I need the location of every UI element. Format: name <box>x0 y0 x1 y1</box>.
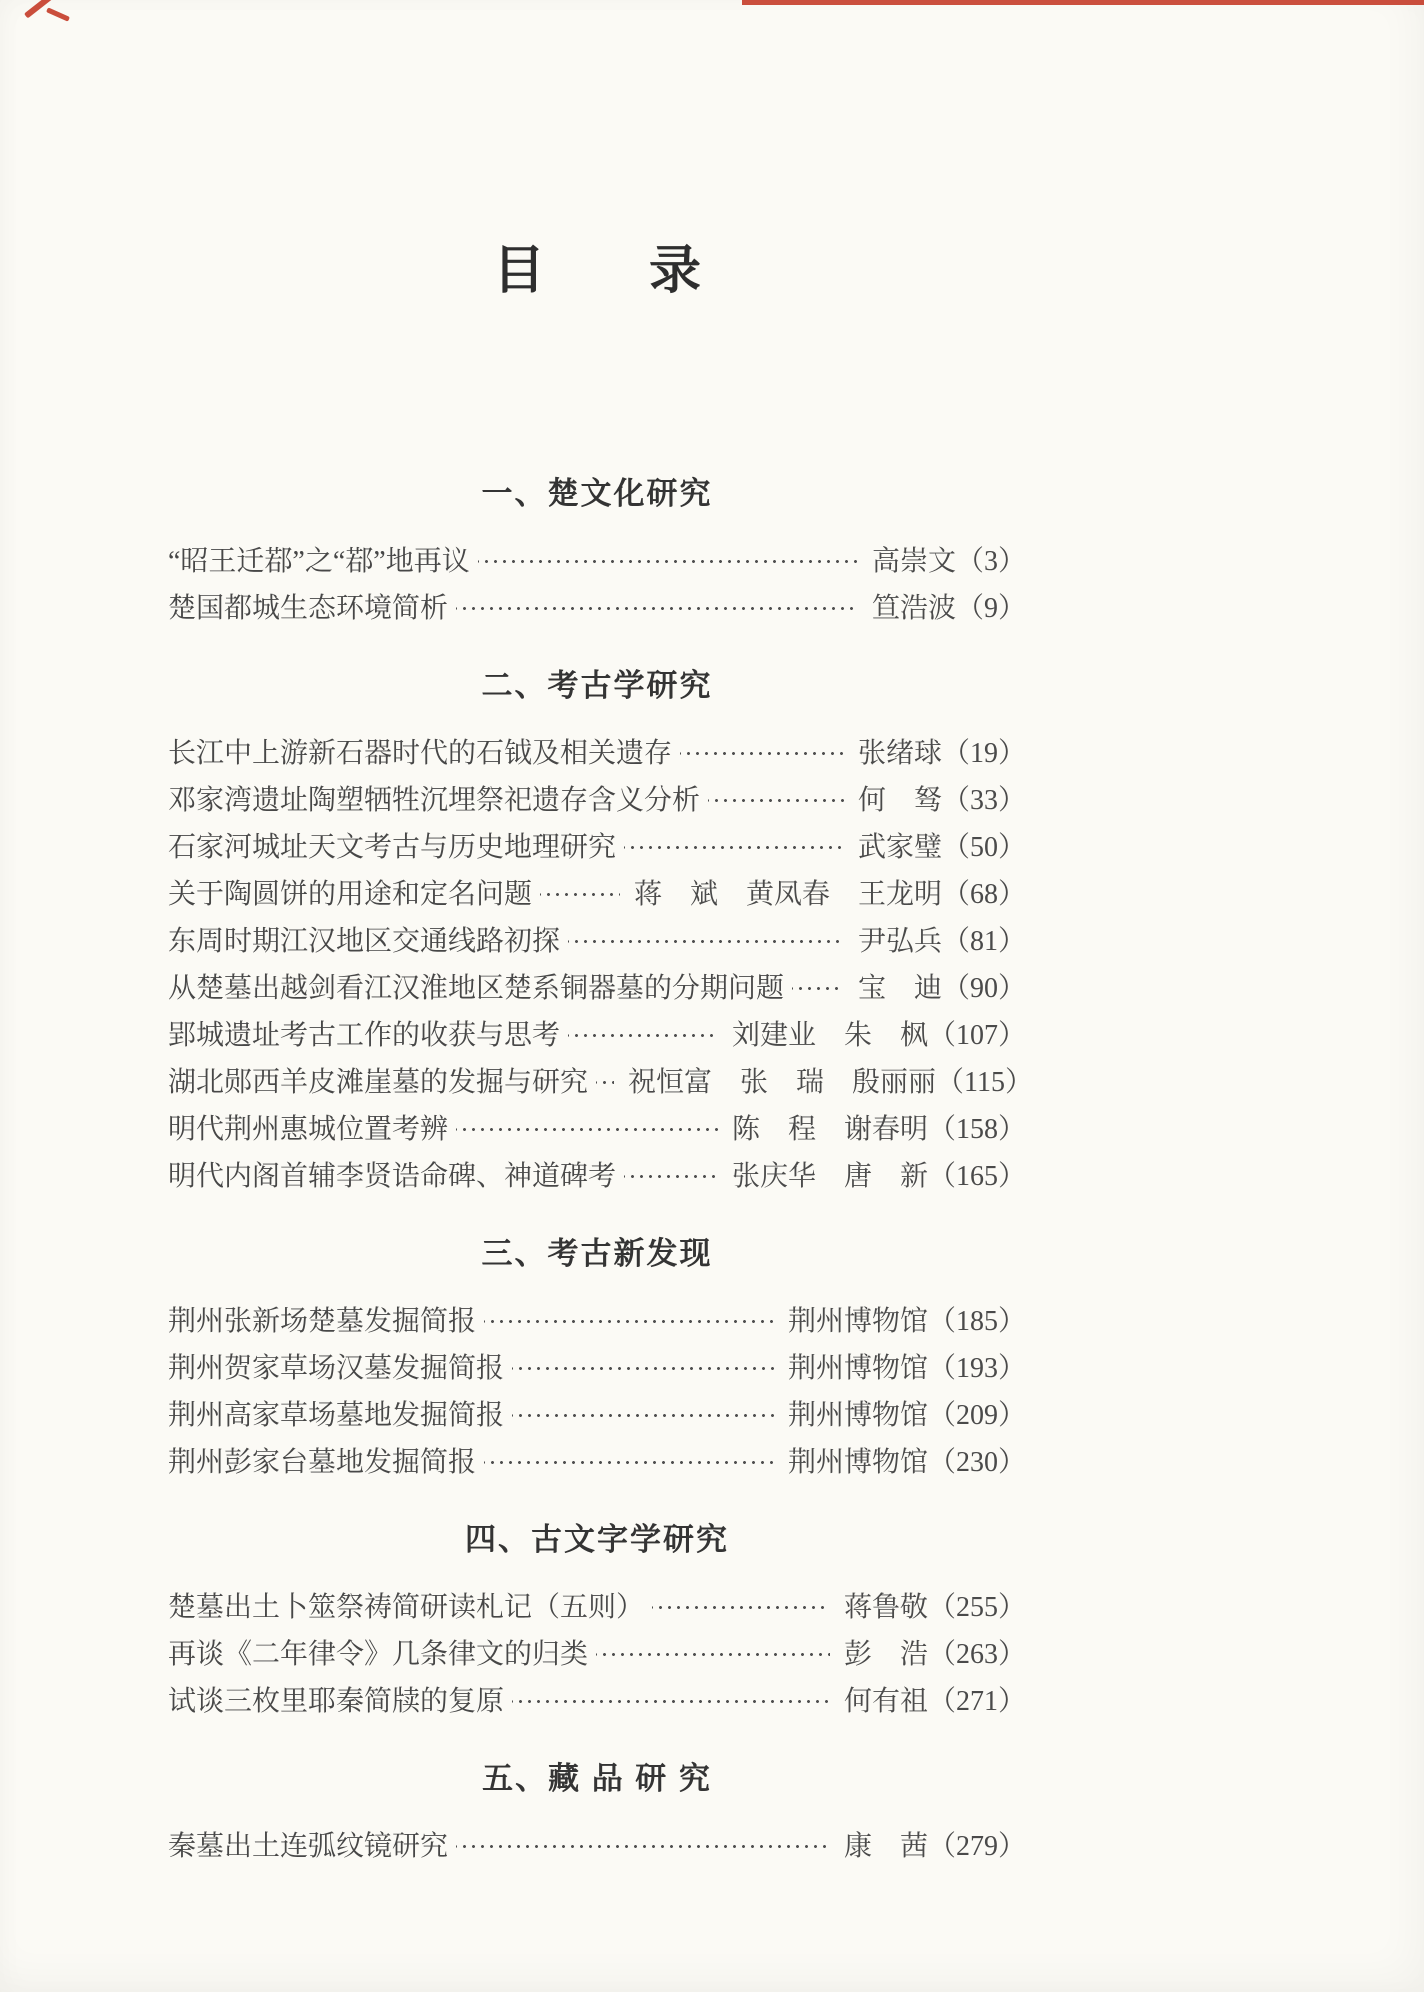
entry-title: “昭王迁鄀”之“鄀”地再议 <box>168 546 470 577</box>
dotted-leader <box>708 777 844 824</box>
entry-authors: 笪浩波 <box>871 593 956 624</box>
entry-authors: 荆州博物馆 <box>787 1447 928 1478</box>
entry-authors: 宝 迪 <box>857 973 942 1004</box>
toc-entry <box>168 824 1026 871</box>
entry-title: 再谈《二年律令》几条律文的归类 <box>168 1639 589 1670</box>
entry-page-number: （50） <box>941 832 1026 863</box>
dotted-leader <box>512 1345 774 1392</box>
entry-page-number: （255） <box>927 1592 1026 1623</box>
section-rows <box>168 730 1033 1200</box>
entry-authors: 张绪球 <box>857 738 942 769</box>
toc-entry <box>168 1823 1026 1870</box>
entry-title: 从楚墓出越剑看江汉淮地区楚系铜器墓的分期问题 <box>168 973 785 1004</box>
dotted-leader <box>568 918 844 965</box>
dotted-leader <box>512 1678 830 1725</box>
dotted-leader <box>540 871 620 918</box>
dotted-leader <box>512 1392 774 1439</box>
entry-authors: 蒋鲁敬 <box>843 1592 928 1623</box>
scan-artifact-corner <box>46 7 70 21</box>
section-rows <box>168 1584 1026 1725</box>
entry-authors: 刘建业 朱 枫 <box>731 1020 928 1051</box>
section-heading: 二、考古学研究 <box>481 668 713 703</box>
entry-authors: 荆州博物馆 <box>787 1353 928 1384</box>
toc-entry <box>168 1106 1026 1153</box>
toc-entry <box>168 1012 1026 1059</box>
entry-page-number: （158） <box>927 1114 1026 1145</box>
entry-page-number: （185） <box>927 1306 1026 1337</box>
entry-title: 楚墓出土卜筮祭祷简研读札记（五则） <box>168 1592 645 1623</box>
entry-title: 秦墓出土连弧纹镜研究 <box>168 1831 449 1862</box>
entry-authors: 陈 程 谢春明 <box>731 1114 928 1145</box>
entry-authors: 彭 浩 <box>843 1639 928 1670</box>
section-rows <box>168 538 1026 632</box>
entry-page-number: （115） <box>936 1067 1033 1098</box>
entry-title: 楚国都城生态环境简析 <box>168 593 449 624</box>
entry-title: 邓家湾遗址陶塑牺牲沉埋祭祀遗存含义分析 <box>168 785 701 816</box>
toc-entry <box>168 1392 1026 1439</box>
entry-title: 郢城遗址考古工作的收获与思考 <box>168 1020 561 1051</box>
dotted-leader <box>596 1631 830 1678</box>
entry-page-number: （230） <box>927 1447 1026 1478</box>
toc-entry <box>168 1439 1026 1486</box>
entry-page-number: （81） <box>941 926 1026 957</box>
toc-entry <box>168 730 1026 777</box>
dotted-leader <box>484 1298 774 1345</box>
entry-page-number: （279） <box>927 1831 1026 1862</box>
dotted-leader <box>456 1106 718 1153</box>
section-rows <box>168 1298 1026 1486</box>
toc-entry <box>168 585 1026 632</box>
entry-page-number: （165） <box>927 1161 1026 1192</box>
toc-entry <box>168 777 1026 824</box>
dotted-leader <box>456 1823 830 1870</box>
entry-page-number: （271） <box>927 1686 1026 1717</box>
toc-entry <box>168 538 1026 585</box>
entry-authors: 高崇文 <box>871 546 956 577</box>
entry-title: 明代荆州惠城位置考辨 <box>168 1114 449 1145</box>
entry-authors: 荆州博物馆 <box>787 1400 928 1431</box>
toc-entry <box>168 1678 1026 1725</box>
section-heading: 五、藏 品 研 究 <box>482 1761 712 1796</box>
toc-section <box>168 1520 1026 1725</box>
toc-entry <box>168 1298 1026 1345</box>
entry-authors: 康 茜 <box>843 1831 928 1862</box>
dotted-leader <box>478 538 858 585</box>
entry-title: 荆州张新场楚墓发掘简报 <box>168 1306 477 1337</box>
entry-authors: 尹弘兵 <box>857 926 942 957</box>
entry-title: 荆州高家草场墓地发掘简报 <box>168 1400 505 1431</box>
toc-entry <box>168 1153 1026 1200</box>
toc-sections <box>168 474 1033 1870</box>
section-rows <box>168 1823 1026 1870</box>
toc-section <box>168 474 1026 632</box>
entry-page-number: （193） <box>927 1353 1026 1384</box>
entry-authors: 张庆华 唐 新 <box>731 1161 928 1192</box>
entry-page-number: （3） <box>955 546 1026 577</box>
toc-section <box>168 666 1033 1200</box>
section-heading: 一、楚文化研究 <box>481 476 713 511</box>
entry-page-number: （9） <box>955 593 1026 624</box>
entry-title: 明代内阁首辅李贤诰命碑、神道碑考 <box>168 1161 617 1192</box>
entry-page-number: （263） <box>927 1639 1026 1670</box>
dotted-leader <box>484 1439 774 1486</box>
dotted-leader <box>568 1012 718 1059</box>
entry-page-number: （90） <box>941 973 1026 1004</box>
entry-page-number: （107） <box>927 1020 1026 1051</box>
entry-title: 关于陶圆饼的用途和定名问题 <box>168 879 533 910</box>
entry-title: 长江中上游新石器时代的石钺及相关遗存 <box>168 738 673 769</box>
entry-title: 荆州彭家台墓地发掘简报 <box>168 1447 477 1478</box>
dotted-leader <box>792 965 844 1012</box>
entry-page-number: （19） <box>941 738 1026 769</box>
toc-entry <box>168 1345 1026 1392</box>
dotted-leader <box>652 1584 830 1631</box>
section-heading: 四、古文字学研究 <box>465 1522 729 1557</box>
entry-authors: 何 驽 <box>857 785 942 816</box>
entry-title: 荆州贺家草场汉墓发掘简报 <box>168 1353 505 1384</box>
toc-entry <box>168 965 1026 1012</box>
entry-title: 东周时期江汉地区交通线路初探 <box>168 926 561 957</box>
entry-authors: 武家璧 <box>857 832 942 863</box>
entry-page-number: （209） <box>927 1400 1026 1431</box>
entry-page-number: （68） <box>941 879 1026 910</box>
toc-entry <box>168 1059 1033 1106</box>
dotted-leader <box>624 824 844 871</box>
toc-entry <box>168 1631 1026 1678</box>
entry-authors: 何有祖 <box>843 1686 928 1717</box>
entry-authors: 荆州博物馆 <box>787 1306 928 1337</box>
section-heading: 三、考古新发现 <box>481 1236 713 1271</box>
entry-authors: 蒋 斌 黄凤春 王龙明 <box>633 879 942 910</box>
entry-title: 湖北郧西羊皮滩崖墓的发掘与研究 <box>168 1067 589 1098</box>
dotted-leader <box>596 1059 614 1106</box>
dotted-leader <box>456 585 858 632</box>
entry-title: 石家河城址天文考古与历史地理研究 <box>168 832 617 863</box>
toc-entry <box>168 1584 1026 1631</box>
entry-authors: 祝恒富 张 瑞 殷丽丽 <box>628 1067 937 1098</box>
dotted-leader <box>680 730 844 777</box>
dotted-leader <box>624 1153 718 1200</box>
page-title: 目 录 <box>492 243 701 300</box>
toc-content <box>168 0 1033 1870</box>
toc-section <box>168 1759 1026 1870</box>
entry-page-number: （33） <box>941 785 1026 816</box>
toc-section <box>168 1234 1026 1486</box>
entry-title: 试谈三枚里耶秦简牍的复原 <box>168 1686 505 1717</box>
toc-entry <box>168 918 1026 965</box>
toc-entry <box>168 871 1026 918</box>
